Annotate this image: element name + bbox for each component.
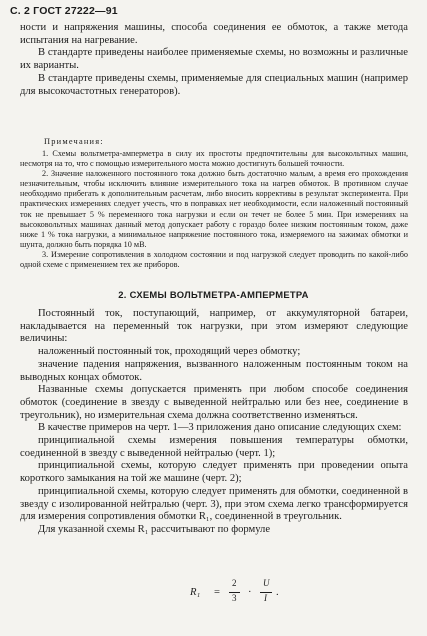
formula-dot: ·	[248, 587, 252, 598]
body-paragraph-3: значение падения напряжения, вызванного наложенным постоянным током на выводных концах обмоток.	[20, 358, 408, 383]
formula-equals: =	[214, 587, 220, 598]
intro-block	[20, 22, 408, 98]
section-body	[20, 308, 408, 537]
body-paragraph-7: принципиальной схемы, которую следует применять при проведении опыта короткого замыкания на той же машине (черт. 2);	[20, 460, 408, 485]
body-paragraph-2: наложенный постоянный ток, проходящий через обмотку;	[38, 346, 301, 358]
intro-paragraph-2: В стандарте приведены наиболее применяемые схемы, но возможны и различные их варианты.	[20, 47, 408, 72]
formula	[190, 580, 350, 610]
body-paragraph-4: Названные схемы допускается применять при любом способе соединения обмоток (соединение в звезду с выведенной нейтралью или без нее, соединение в треугольник), но измерительная схема должна соответственно изменяться.	[20, 384, 408, 421]
intro-paragraph-3: В стандарте приведены схемы, применяемые для специальных машин (например для высокочастотных генераторов).	[20, 72, 408, 97]
body-paragraph-1: Постоянный ток, поступающий, например, от аккумуляторной батареи, накладывается на переменный ток нагрузки, при этом измеряют следующие величины:	[20, 308, 408, 345]
formula-period: .	[276, 587, 279, 598]
note-1: 1. Схемы вольтметра-амперметра в силу их простоты предпочтительны для высокольтных машин, несмотря на то, что с помощью измерительного моста можно достигнуть большей точности.	[20, 149, 408, 169]
note-3: 3. Измерение сопротивления в холодном состоянии и под нагрузкой следует проводить по какой-либо одной схеме с применением тех же приборов.	[20, 249, 408, 270]
body-paragraph-6: принципиальной схемы измерения повышения температуры обмотки, соединенной в звезду с выведенной нейтралью (черт. 1);	[20, 435, 408, 459]
notes-label: Примечания:	[44, 137, 104, 146]
body-paragraph-5: В качестве примеров на черт. 1—3 приложения дано описание следующих схем:	[38, 422, 402, 434]
formula-numerator-1: 2	[232, 578, 237, 588]
intro-paragraph-1: ности и напряжения машины, способа соединения ее обмоток, а также метода испытания на нагревание.	[20, 22, 408, 46]
notes-block	[20, 149, 408, 270]
formula-denominator-2: I	[264, 593, 267, 603]
body-paragraph-9: Для указанной схемы R₁ рассчитывают по формуле	[38, 523, 271, 535]
section-title: 2. СХЕМЫ ВОЛЬТМЕТРА-АМПЕРМЕТРА	[118, 289, 309, 300]
formula-denominator-1: 3	[232, 593, 237, 603]
note-2: 2. Значение наложенного постоянного тока должно быть достаточно малым, а время его прохождения незначительным, чтобы исключить влияние измерительного тока на нагрев обмоток. В противном случае необходимо прибегать к дополнительным расчетам, либо вносить коррективы в результат эксперимента. При практических измерениях следует учесть, что в поправках нет необходимости, если наложенный постоянный ток не превышает 5 % переменного тока нагрузки и если он течет не более 5 мин. При измерениях на высоковольтных машинах данный метод допускает работу с гораздо более низким постоянным током, даже ниже 1 % тока нагрузки, а минимальное напряжение постоянного тока, измеряемого на зажимах обмотки и шунта, должно быть порядка 10 мВ.	[20, 169, 408, 249]
body-paragraph-8: принципиальной схемы, которую следует применять для обмотки, соединенной в звезду с изолированной нейтралью (черт. 3), при этом схема легко трансформируется для измерения сопротивления обмотки R₁, соединенной в треугольник.	[20, 485, 408, 523]
formula-numerator-2: U	[263, 578, 270, 588]
formula-lhs: R₁	[190, 587, 201, 598]
page-header: С. 2 ГОСТ 27222—91	[10, 5, 118, 17]
